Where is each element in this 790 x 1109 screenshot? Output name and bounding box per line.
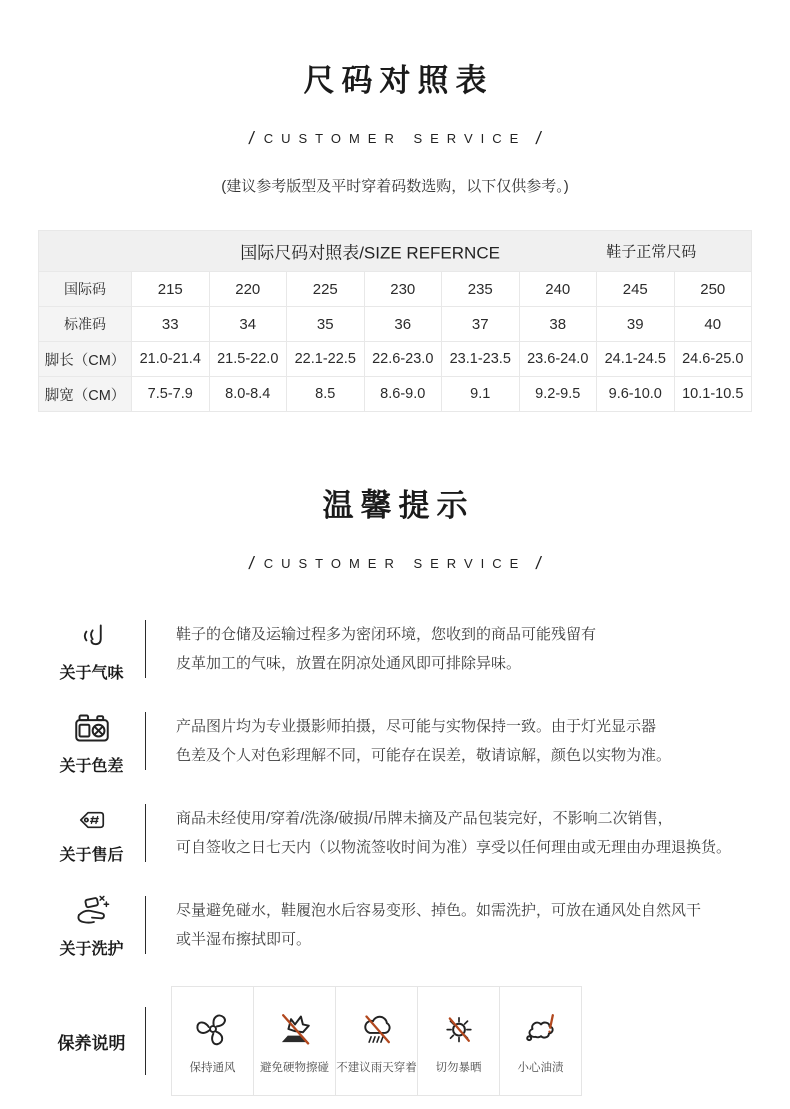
table-cell: 240 — [519, 271, 597, 306]
tip-left — [38, 892, 145, 959]
table-cell: 35 — [286, 306, 364, 341]
table-cell: 215 — [131, 271, 209, 306]
price-tag-icon — [70, 802, 114, 838]
tip-row-washcare — [38, 890, 752, 960]
table-cell: 10.1-10.5 — [674, 376, 752, 411]
table-row-standard — [39, 306, 751, 341]
size-table-header — [39, 231, 751, 271]
table-row-foot-length — [39, 341, 751, 376]
care-label: 保养说明 — [57, 1033, 126, 1053]
care-item-ventilation — [171, 986, 254, 1096]
size-section-subtitle — [0, 128, 790, 149]
tip-text-line: 可自签收之日七天内（以物流签收时间为准）享受以任何理由或无理由办理退换货。 — [176, 839, 732, 856]
table-cell: 21.5-22.0 — [209, 341, 287, 376]
tip-label: 关于洗护 — [59, 940, 124, 958]
table-cell: 24.1-24.5 — [596, 341, 674, 376]
no-rain-icon — [356, 1008, 398, 1050]
tips-section-title: 温馨提示 — [322, 488, 475, 523]
care-item-label: 不建议雨天穿着 — [336, 1061, 417, 1074]
row-label: 脚宽（CM） — [39, 376, 131, 411]
table-cell: 8.6-9.0 — [364, 376, 442, 411]
camera-icon — [69, 707, 115, 749]
tip-row-aftersales — [38, 798, 752, 868]
table-cell: 9.6-10.0 — [596, 376, 674, 411]
tip-text-line: 鞋子的仓储及运输过程多为密闭环境，您收到的商品可能残留有 — [176, 626, 597, 643]
table-cell: 37 — [441, 306, 519, 341]
care-left — [38, 1029, 145, 1054]
table-cell: 34 — [209, 306, 287, 341]
care-item-label: 避免硬物擦碰 — [260, 1061, 329, 1074]
table-cell: 220 — [209, 271, 287, 306]
care-item-label: 小心油渍 — [517, 1061, 564, 1074]
care-item-no-rain — [335, 986, 418, 1096]
vertical-divider — [145, 1007, 146, 1075]
table-cell: 22.6-23.0 — [364, 341, 442, 376]
care-item-oil-stain — [499, 986, 582, 1096]
tip-left — [38, 802, 145, 865]
table-cell: 8.5 — [286, 376, 364, 411]
tip-label: 关于气味 — [59, 664, 124, 682]
tip-text-line: 或半湿布擦拭即可。 — [176, 931, 312, 948]
table-cell: 250 — [674, 271, 752, 306]
tip-text-line: 产品图片均为专业摄影师拍摄，尽可能与实物保持一致。由于灯光显示器 — [176, 718, 657, 735]
table-cell: 7.5-7.9 — [131, 376, 209, 411]
tip-label: 关于售后 — [59, 846, 124, 864]
table-cell: 21.0-21.4 — [131, 341, 209, 376]
tip-left — [38, 616, 145, 683]
table-cell: 24.6-25.0 — [674, 341, 752, 376]
size-section-title: 尺码对照表 — [303, 63, 494, 98]
fan-icon — [192, 1008, 234, 1050]
tip-text — [146, 620, 596, 678]
table-cell: 23.1-23.5 — [441, 341, 519, 376]
table-cell: 9.2-9.5 — [519, 376, 597, 411]
care-item-label: 切勿暴晒 — [435, 1061, 482, 1074]
care-item-no-sun — [417, 986, 500, 1096]
care-items — [171, 986, 582, 1096]
table-cell: 230 — [364, 271, 442, 306]
size-table-header-right: 鞋子正常尺码 — [606, 243, 697, 261]
size-subtitle-text: CUSTOMER SERVICE — [263, 131, 527, 146]
tip-label: 关于色差 — [59, 757, 124, 775]
nose-smell-icon — [71, 616, 113, 656]
slash-decor-right: / — [534, 553, 543, 573]
oil-stain-icon — [520, 1008, 562, 1050]
table-row-international — [39, 271, 751, 306]
tip-text-line: 商品未经使用/穿着/洗涤/破损/吊牌未摘及产品包装完好，不影响二次销售， — [176, 810, 673, 827]
table-cell: 245 — [596, 271, 674, 306]
table-cell: 225 — [286, 271, 364, 306]
tips-list — [0, 614, 790, 960]
slash-decor-left: / — [247, 128, 256, 148]
row-label: 标准码 — [39, 306, 131, 341]
care-item-no-hard-objects — [253, 986, 336, 1096]
table-cell: 38 — [519, 306, 597, 341]
table-cell: 235 — [441, 271, 519, 306]
no-sun-icon — [438, 1008, 480, 1050]
table-cell: 40 — [674, 306, 752, 341]
care-instructions-row — [38, 986, 752, 1096]
tips-subtitle-text: CUSTOMER SERVICE — [263, 556, 527, 571]
slash-decor-left: / — [247, 553, 256, 573]
tips-section-subtitle — [0, 553, 790, 574]
table-row-foot-width — [39, 376, 751, 411]
table-cell: 8.0-8.4 — [209, 376, 287, 411]
tip-text-line: 尽量避免碰水，鞋履泡水后容易变形、掉色。如需洗护，可放在通风处自然风干 — [176, 902, 702, 919]
tip-text — [146, 712, 671, 770]
table-cell: 39 — [596, 306, 674, 341]
table-cell: 9.1 — [441, 376, 519, 411]
row-label: 国际码 — [39, 271, 131, 306]
size-table — [38, 230, 752, 412]
no-hard-objects-icon — [274, 1008, 316, 1050]
care-item-label: 保持通风 — [189, 1061, 236, 1074]
tip-text — [146, 896, 701, 954]
tip-left — [38, 707, 145, 776]
size-table-header-left: 国际尺码对照表/SIZE REFERNCE — [240, 243, 500, 263]
row-label: 脚长（CM） — [39, 341, 131, 376]
table-cell: 33 — [131, 306, 209, 341]
tip-row-odor — [38, 614, 752, 684]
size-advice-note: (建议参考版型及平时穿着码数选购，以下仅供参考。) — [221, 178, 569, 195]
table-cell: 22.1-22.5 — [286, 341, 364, 376]
slash-decor-right: / — [534, 128, 543, 148]
tip-row-color — [38, 706, 752, 776]
tip-text — [146, 804, 731, 862]
table-cell: 23.6-24.0 — [519, 341, 597, 376]
tip-text-line: 色差及个人对色彩理解不同，可能存在误差，敬请谅解，颜色以实物为准。 — [176, 747, 672, 764]
hand-wash-icon — [69, 892, 115, 932]
tip-text-line: 皮革加工的气味，放置在阴凉处通风即可排除异味。 — [176, 655, 522, 672]
table-cell: 36 — [364, 306, 442, 341]
